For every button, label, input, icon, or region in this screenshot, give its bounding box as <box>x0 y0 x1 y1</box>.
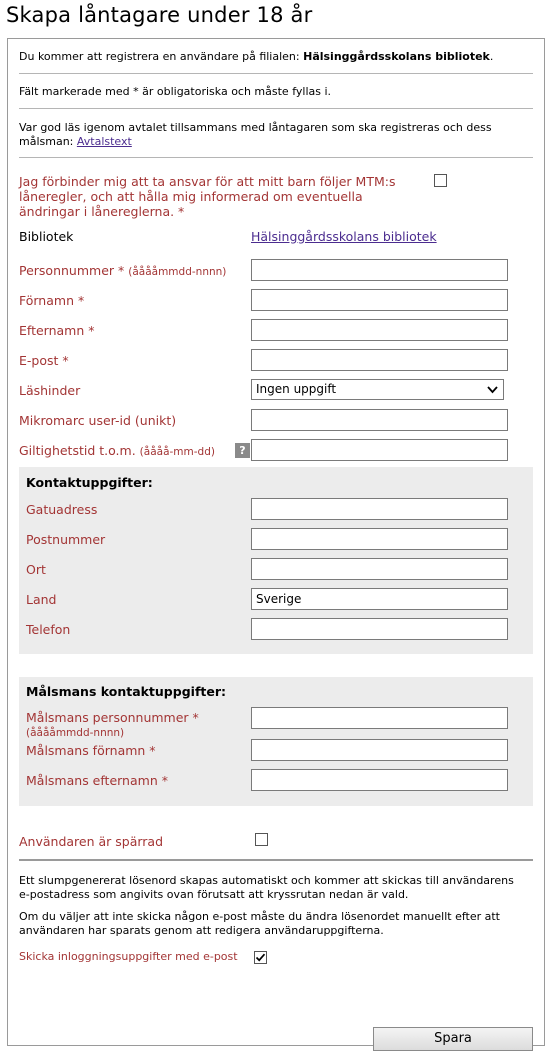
postnummer-input[interactable] <box>251 528 508 550</box>
gatuadress-input[interactable] <box>251 498 508 520</box>
library-label: Bibliotek <box>19 229 74 244</box>
efternamn-input[interactable] <box>251 319 508 341</box>
required-note: Fält markerade med * är obligatoriska och måste fyllas i. <box>19 85 332 98</box>
agreement-info <box>19 121 519 149</box>
giltighet-label-text: Giltighetstid t.o.m. <box>19 443 136 458</box>
personnummer-input[interactable] <box>251 259 508 281</box>
giltighet-input[interactable] <box>251 439 508 461</box>
branch-name: Hälsinggårdsskolans bibliotek <box>303 50 490 63</box>
guardian-efternamn-input[interactable] <box>251 769 508 791</box>
save-button[interactable]: Spara <box>373 1027 533 1051</box>
lashinder-label: Läshinder <box>19 383 81 398</box>
guardian-personnummer-label <box>26 711 246 740</box>
checkmark-icon <box>254 951 268 965</box>
efternamn-label: Efternamn * <box>19 323 95 338</box>
password-info-1: Ett slumpgenererat lösenord skapas automatiskt och kommer att skickas till användarens e-postadress som angivits ovan förutsatt att kryssrutan nedan är vald. <box>19 874 514 901</box>
chevron-down-icon <box>487 384 498 395</box>
guardian-fornamn-label: Målsmans förnamn * <box>26 743 156 758</box>
ort-input[interactable] <box>251 558 508 580</box>
library-link[interactable]: Hälsinggårdsskolans bibliotek <box>251 229 437 244</box>
guardian-personnummer-input[interactable] <box>251 707 508 729</box>
epost-input[interactable] <box>251 349 508 371</box>
divider <box>19 157 533 158</box>
agreement-link[interactable]: Avtalstext <box>76 135 132 148</box>
personnummer-label-text: Personnummer * <box>19 263 125 278</box>
personnummer-label <box>19 263 226 278</box>
mikromarc-label: Mikromarc user-id (unikt) <box>19 413 177 428</box>
page-title: Skapa låntagare under 18 år <box>6 3 313 27</box>
blocked-label: Användaren är spärrad <box>19 834 164 849</box>
personnummer-hint: (ååååmmdd-nnnn) <box>128 266 227 278</box>
password-info-2: Om du väljer att inte skicka någon e-post måste du ändra lösenordet manuellt efter att användaren har sparats genom att redigera användaruppgifterna. <box>19 910 500 937</box>
land-label: Land <box>26 592 57 607</box>
guardian-heading: Målsmans kontaktuppgifter: <box>26 684 226 699</box>
fornamn-input[interactable] <box>251 289 508 311</box>
send-login-label: Skicka inloggningsuppgifter med e-post <box>19 950 238 963</box>
postnummer-label: Postnummer <box>26 532 106 547</box>
blocked-checkbox[interactable] <box>255 833 268 846</box>
guardian-efternamn-label: Målsmans efternamn * <box>26 773 168 788</box>
contact-heading: Kontaktuppgifter: <box>26 475 153 490</box>
consent-checkbox[interactable] <box>434 174 447 187</box>
lashinder-selected: Ingen uppgift <box>256 382 337 396</box>
giltighet-hint: (åååå-mm-dd) <box>139 446 215 458</box>
help-icon[interactable]: ? <box>235 443 250 458</box>
branch-info <box>19 50 539 64</box>
divider <box>19 73 533 74</box>
lashinder-select[interactable] <box>251 379 504 400</box>
branch-info-suffix: . <box>489 50 494 63</box>
epost-label: E-post * <box>19 353 69 368</box>
telefon-label: Telefon <box>26 622 71 637</box>
divider <box>19 108 533 109</box>
divider <box>19 859 533 861</box>
ort-label: Ort <box>26 562 46 577</box>
land-input[interactable] <box>251 588 508 610</box>
gatuadress-label: Gatuadress <box>26 502 98 517</box>
telefon-input[interactable] <box>251 618 508 640</box>
branch-info-prefix: Du kommer att registrera en användare på filialen: <box>19 50 304 63</box>
agreement-text: Var god läs igenom avtalet tillsammans med låntagaren som ska registreras och dess målsman: <box>19 121 492 148</box>
giltighet-label <box>19 443 215 458</box>
consent-label: Jag förbinder mig att ta ansvar för att mitt barn följer MTM:s låneregler, och att hålla mig informerad om eventuella ändringar i lånereglerna. * <box>19 174 396 219</box>
send-login-checkbox[interactable] <box>254 950 268 964</box>
fornamn-label: Förnamn * <box>19 293 85 308</box>
guardian-fornamn-input[interactable] <box>251 739 508 761</box>
guardian-personnummer-label-text: Målsmans personnummer * <box>26 710 199 725</box>
mikromarc-input[interactable] <box>251 409 508 431</box>
guardian-personnummer-hint: (ååååmmdd-nnnn) <box>26 727 125 739</box>
